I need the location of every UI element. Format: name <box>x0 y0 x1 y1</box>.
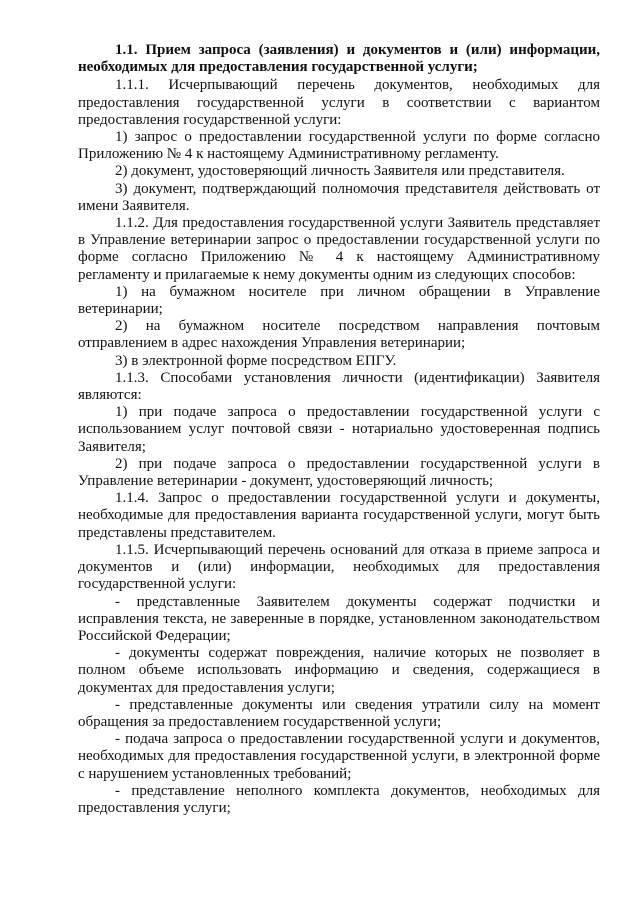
bullet-item: - подача запроса о предоставлении государственной услуги и документов, необходимых для предоставления государственной услуги, в электронной форме с нарушением установленных требований; <box>78 731 600 782</box>
list-item-1: 1) на бумажном носителе при личном обращении в Управление ветеринарии; <box>78 283 600 318</box>
bullet-item: - представленные документы или сведения утратили силу на момент обращения за предоставлением государственной услуги; <box>78 696 600 730</box>
list-item-2: 2) на бумажном носителе посредством направления почтовым отправлением в адрес нахождения Управления ветеринарии; <box>78 318 600 352</box>
paragraph-1-1-3: 1.1.3. Способами установления личности (идентификации) Заявителя являются: <box>78 369 600 404</box>
list-item-3: 3) документ, подтверждающий полномочия представителя действовать от имени Заявителя. <box>78 180 600 214</box>
bullet-item: - представление неполного комплекта документов, необходимых для предоставления услуги; <box>78 782 600 816</box>
section-heading: 1.1. Прием запроса (заявления) и документов и (или) информации, необходимых для предоставления государственной услуги; <box>78 42 600 76</box>
list-item-2: 2) документ, удостоверяющий личность Заявителя или представителя. <box>115 163 565 180</box>
bullet-item: - документы содержат повреждения, наличие которых не позволяет в полном объеме использовать информацию и сведения, содержащиеся в документах для предоставления услуги; <box>78 645 600 696</box>
paragraph-1-1-4: 1.1.4. Запрос о предоставлении государственной услуги и документы, необходимые для предоставления варианта государственной услуги, могут быть представлены представителем. <box>78 490 600 541</box>
paragraph-1-1-5: 1.1.5. Исчерпывающий перечень оснований для отказа в приеме запроса и документов и (или) информации, необходимых для предоставления государственной услуги: <box>78 541 600 593</box>
list-item-1: 1) при подаче запроса о предоставлении государственной услуги с использованием услуг почтовой связи - нотариально удостоверенная подпись Заявителя; <box>78 404 600 455</box>
list-item-3: 3) в электронной форме посредством ЕПГУ. <box>115 352 397 369</box>
list-item-1: 1) запрос о предоставлении государственной услуги по форме согласно Приложению № 4 к настоящему Административному регламенту. <box>78 129 600 163</box>
paragraph-1-1-1: 1.1.1. Исчерпывающий перечень документов, необходимых для предоставления государственной услуги в соответствии с вариантом предоставления государственной услуги: <box>78 77 600 128</box>
list-item-2: 2) при подаче запроса о предоставлении государственной услуги в Управление ветеринарии - документ, удостоверяющий личность; <box>78 455 600 490</box>
paragraph-1-1-2: 1.1.2. Для предоставления государственной услуги Заявитель представляет в Управление ветеринарии запрос о предоставлении государственной услуги по форме согласно Приложению № 4 к настоящему Административному регламенту и прилагаемые к нему документы одним из следующих способов: <box>78 215 600 283</box>
bullet-item: - представленные Заявителем документы содержат подчистки и исправления текста, не заверенные в порядке, установленном законодательством Российской Федерации; <box>78 593 600 644</box>
